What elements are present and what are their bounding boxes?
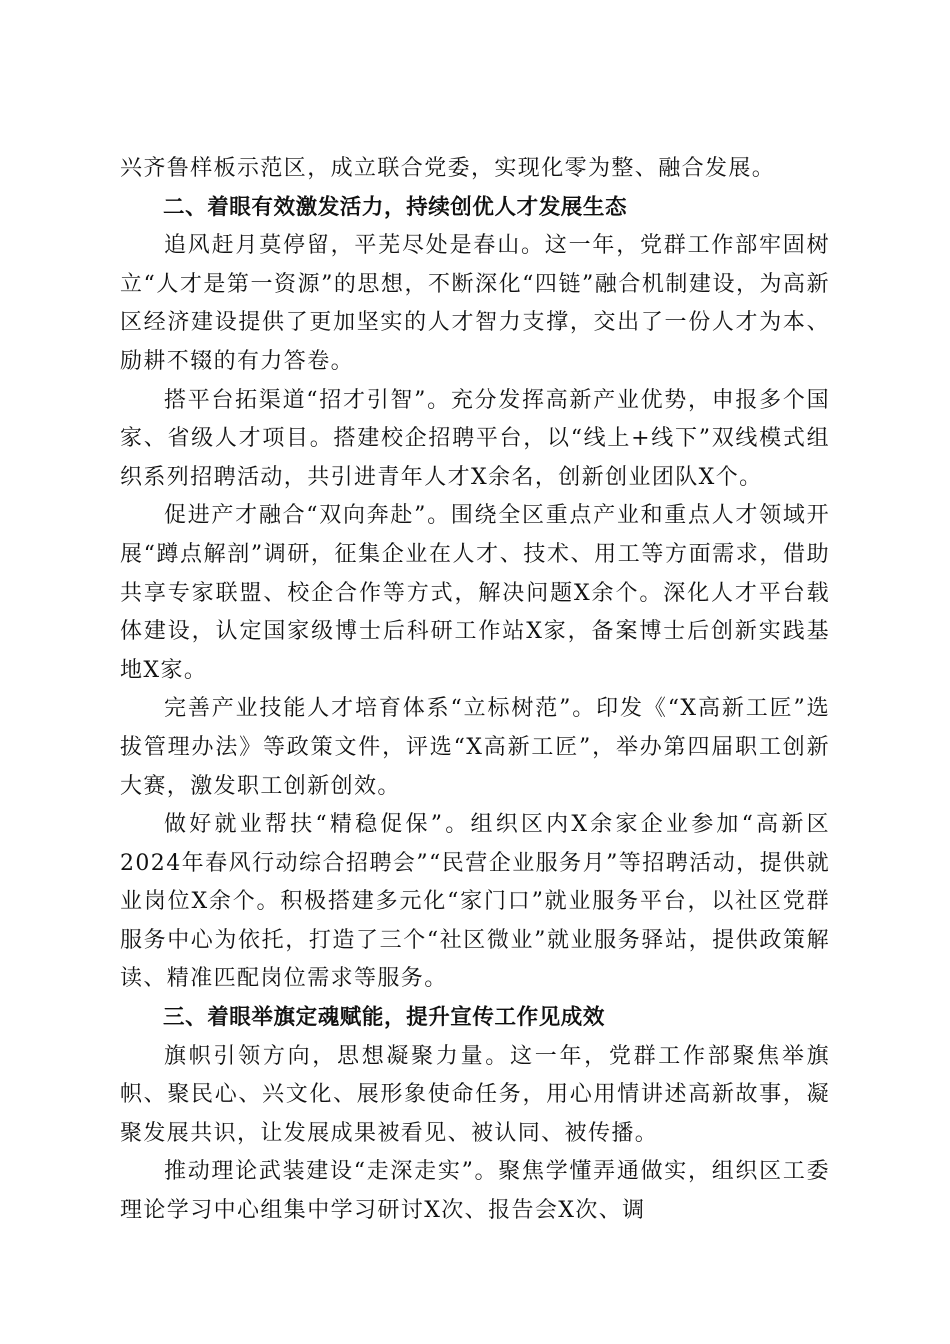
intro-tail-paragraph: 兴齐鲁样板示范区，成立联合党委，实现化零为整、融合发展。 bbox=[120, 156, 776, 181]
section-2-paragraph-5: 做好就业帮扶“精稳促保”。组织区内X余家企业参加“高新区2024年春风行动综合招聘会”“民营企业服务月”等招聘活动，提供就业岗位X余个。积极搭建多元化“家门口”就业服务平台，以社区党群服务中心为依托，打造了三个“社区微业”就业服务驿站，提供政策解读、精准匹配岗位需求等服务。 bbox=[120, 812, 830, 992]
section-2-paragraph-2: 搭平台拓渠道“招才引智”。充分发挥高新产业优势，申报多个国家、省级人才项目。搭建校企招聘平台，以“线上+线下”双线模式组织系列招聘活动，共引进青年人才X余名，创新创业团队X个。 bbox=[120, 387, 830, 490]
section-3-paragraph-2: 推动理论武装建设“走深走实”。聚焦学懂弄通做实，组织区工委理论学习中心组集中学习研讨X次、报告会X次、调 bbox=[120, 1159, 830, 1224]
document-page bbox=[120, 150, 830, 1231]
section-3-heading: 三、着眼举旗定魂赋能，提升宣传工作见成效 bbox=[163, 1005, 606, 1031]
section-2-paragraph-4: 完善产业技能人才培育体系“立标树范”。印发《“X高新工匠”选拔管理办法》等政策文件，评选“X高新工匠”，举办第四届职工创新大赛，激发职工创新创效。 bbox=[120, 696, 830, 799]
section-3-paragraph-1: 旗帜引领方向，思想凝聚力量。这一年，党群工作部聚焦举旗帜、聚民心、兴文化、展形象使命任务，用心用情讲述高新故事，凝聚发展共识，让发展成果被看见、被认同、被传播。 bbox=[120, 1043, 830, 1146]
section-2-paragraph-1: 追风赶月莫停留，平芜尽处是春山。这一年，党群工作部牢固树立“人才是第一资源”的思想，不断深化“四链”融合机制建设，为高新区经济建设提供了更加坚实的人才智力支撑，交出了一份人才为本、励耕不辍的有力答卷。 bbox=[120, 233, 830, 374]
section-2-heading: 二、着眼有效激发活力，持续创优人才发展生态 bbox=[163, 194, 628, 220]
section-2-paragraph-3: 促进产才融合“双向奔赴”。围绕全区重点产业和重点人才领域开展“蹲点解剖”调研，征集企业在人才、技术、用工等方面需求，借助共享专家联盟、校企合作等方式，解决问题X余个。深化人才平台载体建设，认定国家级博士后科研工作站X家，备案博士后创新实践基地X家。 bbox=[120, 503, 830, 683]
